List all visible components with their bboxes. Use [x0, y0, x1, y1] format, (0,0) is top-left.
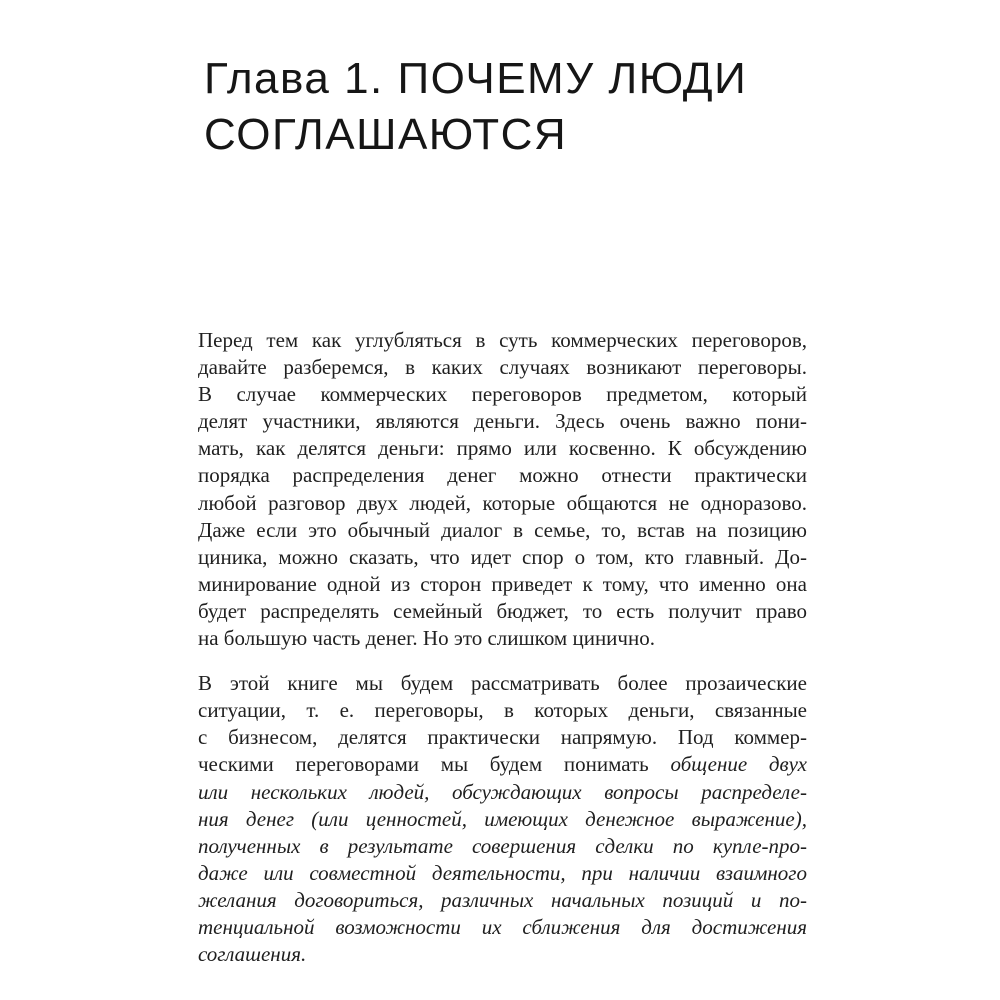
- text-line: мать, как делятся деньги: прямо или косвенно. К обсуждению: [198, 436, 807, 461]
- text-line: порядка распределения денег можно отнести практически: [198, 463, 807, 488]
- text-line: или нескольких людей, обсуждающих вопросы распределе-: [198, 779, 807, 804]
- text-line: соглашения.: [198, 942, 307, 967]
- text-line: любой разговор двух людей, которые общаются не одноразово.: [198, 490, 807, 515]
- text-line: ния денег (или ценностей, имеющих денежное выражение),: [198, 806, 807, 831]
- chapter-title: [204, 51, 824, 163]
- text-line: тенциальной возможности их сближения для достижения: [198, 914, 807, 939]
- text-line: циника, можно сказать, что идет спор о том, кто главный. До-: [198, 544, 807, 569]
- text-line: В случае коммерческих переговоров предметом, который: [198, 382, 807, 407]
- body-text: [198, 327, 807, 968]
- text-line: желания договориться, различных начальных позиций и по-: [198, 887, 807, 912]
- text-line: с бизнесом, делятся практически напрямую. Под коммер-: [198, 725, 807, 750]
- text-line: ситуации, т. е. переговоры, в которых деньги, связанные: [198, 698, 807, 723]
- text-line: Перед тем как углубляться в суть коммерческих переговоров,: [198, 328, 807, 352]
- mixed-line-italic-part: общение двух: [670, 752, 807, 777]
- text-line: на большую часть денег. Но это слишком цинично.: [198, 626, 655, 651]
- text-line: давайте разберемся, в каких случаях возникают переговоры.: [198, 355, 807, 380]
- text-line-mixed: [198, 751, 807, 778]
- text-line: делят участники, являются деньги. Здесь очень важно пони-: [198, 409, 807, 434]
- text-line: полученных в результате совершения сделки по купле-про-: [198, 833, 807, 858]
- chapter-title-line-2: СОГЛАШАЮТСЯ: [204, 110, 568, 160]
- paragraph-1: [198, 327, 807, 652]
- text-line: В этой книге мы будем рассматривать более прозаические: [198, 671, 807, 696]
- text-line: даже или совместной деятельности, при наличии взаимного: [198, 860, 807, 885]
- text-line: минирование одной из сторон приведет к тому, что именно она: [198, 571, 807, 596]
- text-line: Даже если это обычный диалог в семье, то, встав на позицию: [198, 517, 807, 542]
- text-line: будет распределять семейный бюджет, то есть получит право: [198, 598, 807, 623]
- mixed-line-normal-part: ческими переговорами мы будем понимать: [198, 752, 671, 777]
- chapter-title-line-1: Глава 1. ПОЧЕМУ ЛЮДИ: [204, 54, 748, 104]
- paragraph-2: [198, 670, 807, 968]
